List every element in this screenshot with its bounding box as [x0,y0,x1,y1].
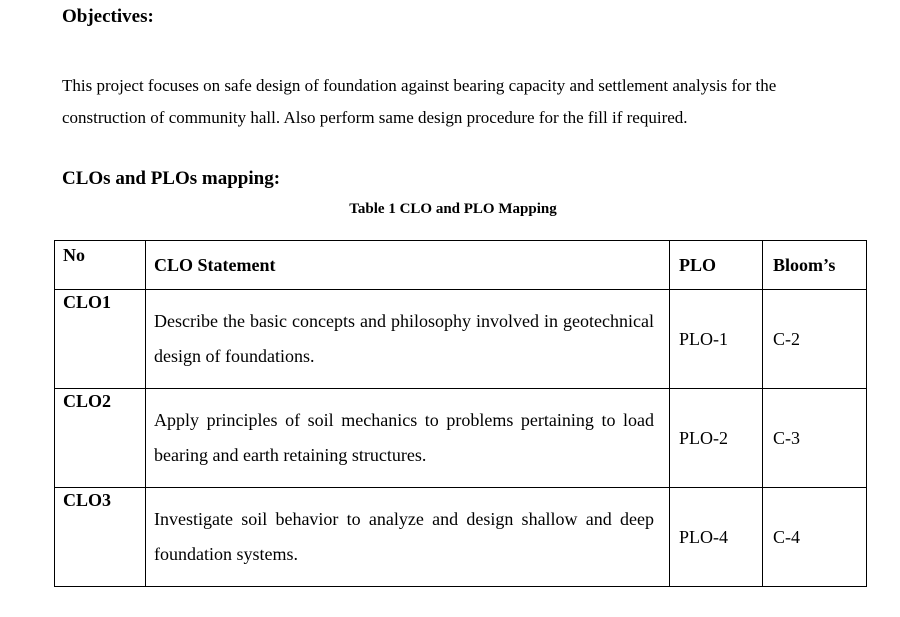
clo-number: CLO2 [55,389,146,488]
clo-statement: Describe the basic concepts and philosophy involved in geotechnical design of foundations. [146,290,670,389]
mapping-heading: CLOs and PLOs mapping: [62,168,281,189]
table-caption: Table 1 CLO and PLO Mapping [349,201,557,217]
table-row [55,488,867,587]
objectives-paragraph: This project focuses on safe design of foundation against bearing capacity and settlement analysis for the construction of community hall. Also perform same design procedure for the fill if required. [62,76,777,127]
plo-value: PLO-2 [670,389,763,488]
header-no: No [55,241,146,290]
clo-number: CLO3 [55,488,146,587]
table-header-row [55,241,867,290]
blooms-level: C-4 [763,488,867,587]
blooms-level: C-2 [763,290,867,389]
plo-value: PLO-1 [670,290,763,389]
header-blooms: Bloom’s [763,241,867,290]
table-row [55,389,867,488]
table-row [55,290,867,389]
header-plo: PLO [670,241,763,290]
objectives-heading: Objectives: [62,6,154,27]
clo-statement: Investigate soil behavior to analyze and design shallow and deep foundation systems. [146,488,670,587]
clo-number: CLO1 [55,290,146,389]
clo-statement: Apply principles of soil mechanics to problems pertaining to load bearing and earth retaining structures. [146,389,670,488]
clo-plo-mapping-table [54,240,867,587]
header-clo-statement: CLO Statement [146,241,670,290]
plo-value: PLO-4 [670,488,763,587]
blooms-level: C-3 [763,389,867,488]
